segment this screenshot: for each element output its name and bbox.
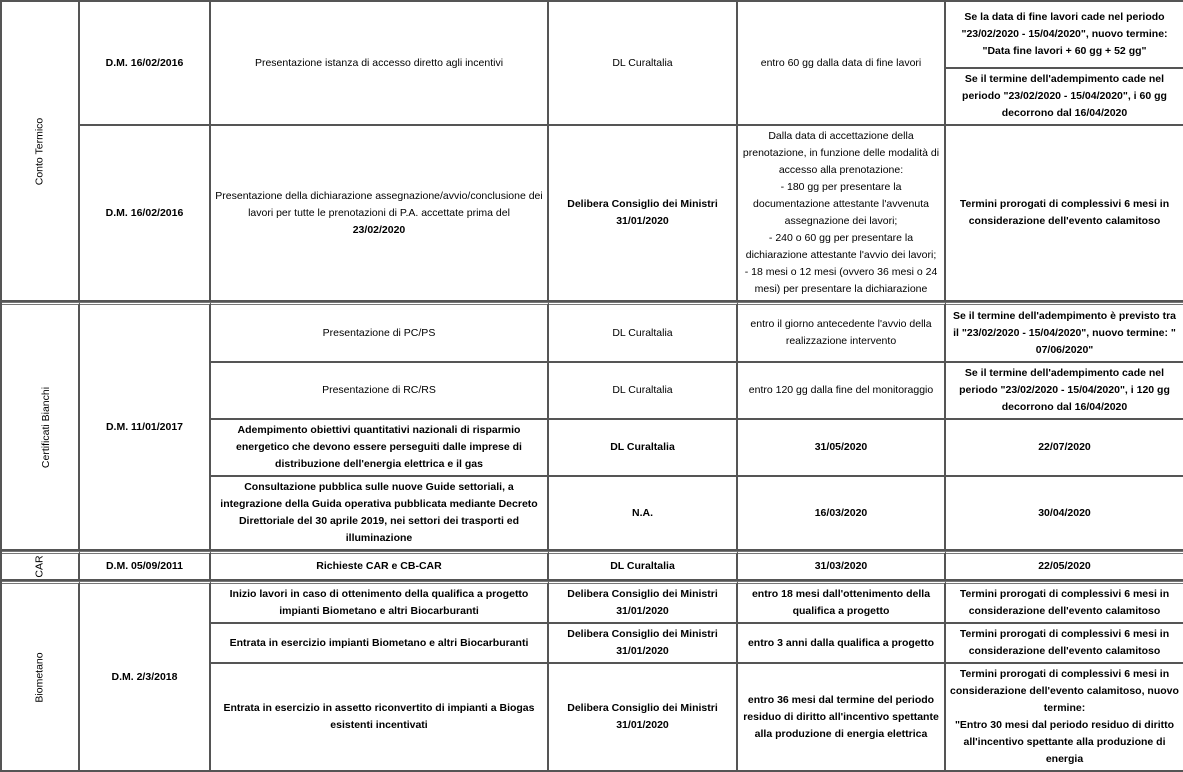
deadline-cell: [738, 126, 946, 302]
activity-cell: Consultazione pubblica sulle nuove Guide settoriali, a integrazione della Guida operativa pubblicata mediante Decreto Direttoriale del 30 aprile 2019, nei settori dei trasporti ed illuminazione: [211, 477, 549, 551]
deadline-line: - 180 gg per presentare la documentazione attestante l'avvenuta assegnazione dei lavori;: [753, 181, 929, 227]
deadline-cell: entro 120 gg dalla fine del monitoraggio: [738, 363, 946, 420]
new-term-line: Termini prorogati di complessivi 6 mesi in considerazione dell'evento calamitoso, nuovo termine:: [950, 668, 1179, 714]
activity-cell: Presentazione istanza di accesso diretto agli incentivi: [211, 2, 549, 126]
new-term-cell: 30/04/2020: [946, 477, 1183, 551]
activity-cell: Presentazione di RC/RS: [211, 363, 549, 420]
decree-cell: D.M. 2/3/2018: [80, 581, 211, 772]
decree-cell: D.M. 16/02/2016: [80, 2, 211, 126]
group-label-cell: [2, 581, 80, 772]
activity-date: 23/02/2020: [352, 223, 406, 236]
source-cell: DL Curaltalia: [549, 551, 738, 581]
new-term-cell: Termini prorogati di complessivi 6 mesi in considerazione dell'evento calamitoso: [946, 126, 1183, 302]
table-row: [2, 126, 1183, 302]
activity-cell: Adempimento obiettivi quantitativi nazionali di risparmio energetico che devono essere perseguiti dalle imprese di distribuzione dell'energia elettrica e il gas: [211, 420, 549, 477]
group-label: CAR: [33, 555, 46, 578]
activity-cell: Entrata in esercizio in assetto riconvertito di impianti a Biogas esistenti incentivati: [211, 664, 549, 772]
activity-text: Presentazione della dichiarazione assegnazione/avvio/conclusione dei lavori per tutte le prenotazioni di P.A. accettate prima del: [215, 189, 543, 219]
decree-cell: D.M. 05/09/2011: [80, 551, 211, 581]
deadline-cell: 31/03/2020: [738, 551, 946, 581]
decree-cell: D.M. 11/01/2017: [80, 302, 211, 551]
new-term-line: "Entro 30 mesi dal periodo residuo di diritto all'incentivo spettante alla produzione di energia: [954, 719, 1175, 765]
deadline-cell: 16/03/2020: [738, 477, 946, 551]
deadline-line: Dalla data di accettazione della prenotazione, in funzione delle modalità di accesso alla prenotazione:: [742, 130, 940, 176]
group-label-cell: [2, 302, 80, 551]
new-term-cell: [946, 664, 1183, 772]
deadline-cell: entro 3 anni dalla qualifica a progetto: [738, 624, 946, 664]
group-label-cell: [2, 551, 80, 581]
source-cell: DL Curaltalia: [549, 420, 738, 477]
group-label-cell: [2, 2, 80, 302]
table-row: [2, 581, 1183, 624]
deadline-line: - 18 mesi o 12 mesi (ovvero 36 mesi o 24 mesi) per presentare la dichiarazione: [744, 266, 938, 295]
activity-cell: Presentazione di PC/PS: [211, 302, 549, 363]
activity-cell: Entrata in esercizio impianti Biometano e altri Biocarburanti: [211, 624, 549, 664]
deadline-cell: 31/05/2020: [738, 420, 946, 477]
deadline-cell: entro 18 mesi dall'ottenimento della qualifica a progetto: [738, 581, 946, 624]
new-term-cell: Termini prorogati di complessivi 6 mesi in considerazione dell'evento calamitoso: [946, 624, 1183, 664]
decree-cell: D.M. 16/02/2016: [80, 126, 211, 302]
new-term-cell: 22/07/2020: [946, 420, 1183, 477]
source-cell: N.A.: [549, 477, 738, 551]
activity-cell: Inizio lavori in caso di ottenimento della qualifica a progetto impianti Biometano e altri Biocarburanti: [211, 581, 549, 624]
source-cell: DL Curaltalia: [549, 302, 738, 363]
new-term-cell: Se il termine dell'adempimento cade nel periodo "23/02/2020 - 15/04/2020", i 60 gg decorrono dal 16/04/2020: [946, 69, 1183, 126]
deadline-cell: entro 60 gg dalla data di fine lavori: [738, 2, 946, 126]
table-row: [2, 551, 1183, 581]
deadline-cell: entro il giorno antecedente l'avvio della realizzazione intervento: [738, 302, 946, 363]
new-term-cell: Se il termine dell'adempimento è previsto tra il "23/02/2020 - 15/04/2020", nuovo termine: " 07/06/2020": [946, 302, 1183, 363]
group-label: Biometano: [33, 651, 46, 703]
source-cell: Delibera Consiglio dei Ministri 31/01/2020: [549, 624, 738, 664]
table-row: [2, 302, 1183, 363]
new-term-cell: Se il termine dell'adempimento cade nel periodo "23/02/2020 - 15/04/2020", i 120 gg decorrono dal 16/04/2020: [946, 363, 1183, 420]
activity-cell: Richieste CAR e CB-CAR: [211, 551, 549, 581]
new-term-cell: 22/05/2020: [946, 551, 1183, 581]
group-label: Certificati Bianchi: [40, 386, 53, 468]
new-term-cell: Se la data di fine lavori cade nel periodo "23/02/2020 - 15/04/2020", nuovo termine: "Data fine lavori + 60 gg + 52 gg": [946, 2, 1183, 69]
group-label: Conto Termico: [33, 117, 46, 185]
activity-cell: [211, 126, 549, 302]
deadline-line: - 240 o 60 gg per presentare la dichiarazione attestante l'avvio dei lavori;: [745, 232, 937, 261]
source-cell: DL Curaltalia: [549, 2, 738, 126]
source-cell: Delibera Consiglio dei Ministri 31/01/2020: [549, 581, 738, 624]
new-term-cell: Termini prorogati di complessivi 6 mesi in considerazione dell'evento calamitoso: [946, 581, 1183, 624]
source-cell: DL Curaltalia: [549, 363, 738, 420]
source-cell: Delibera Consiglio dei Ministri 31/01/2020: [549, 126, 738, 302]
deadline-cell: entro 36 mesi dal termine del periodo residuo di diritto all'incentivo spettante alla produzione di energia elettrica: [738, 664, 946, 772]
table-row: [2, 2, 1183, 69]
source-cell: Delibera Consiglio dei Ministri 31/01/2020: [549, 664, 738, 772]
